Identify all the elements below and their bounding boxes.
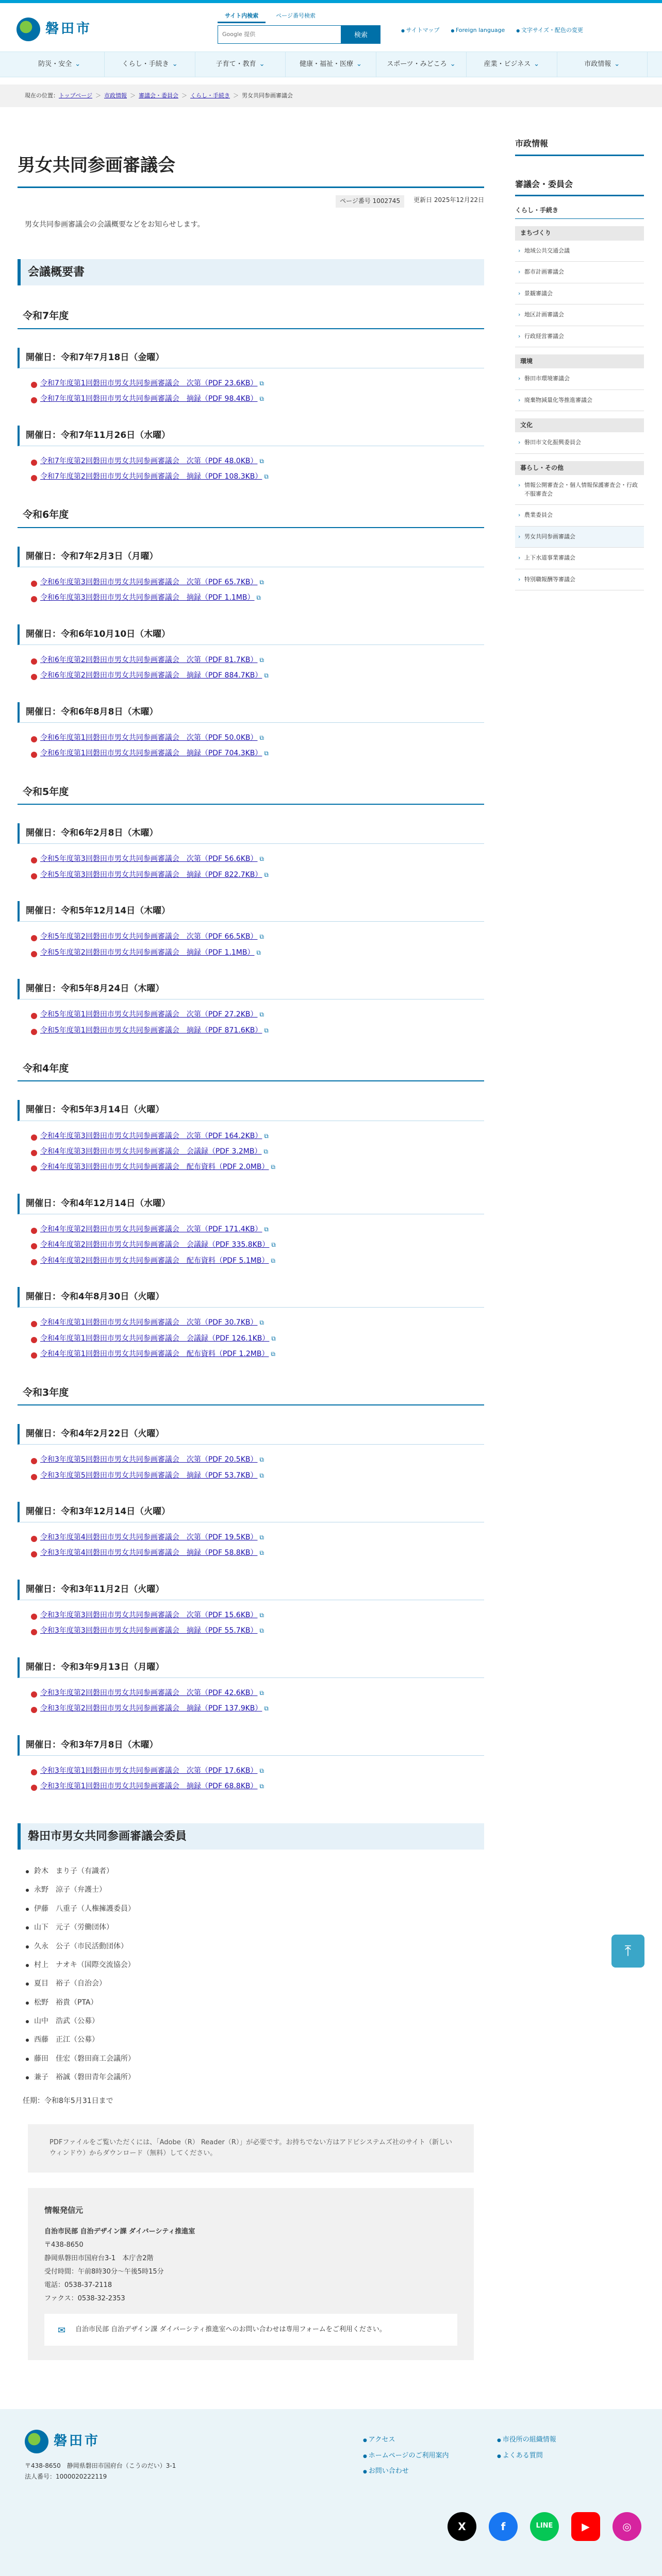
pdf-file-item: [18, 391, 484, 406]
page-number: ページ番号 1002745: [336, 195, 404, 207]
pdf-file-link[interactable]: 令和6年度第1回磐田市男女共同参画審議会 摘録（PDF 704.3KB）: [40, 749, 262, 758]
meeting-date-heading: 開催日：令和7年2月3日（月曜）: [18, 547, 484, 567]
fiscal-year-heading: 令和7年度: [18, 308, 484, 329]
tab-page-number-search[interactable]: ページ番号検索: [276, 12, 316, 19]
pdf-file-item: [18, 730, 484, 745]
member-item: 山中 浩武（公募）: [23, 2012, 484, 2030]
pdf-file-item: [18, 1763, 484, 1778]
fiscal-year-heading: 令和4年度: [18, 1061, 484, 1081]
pdf-file-item: [18, 1530, 484, 1545]
breadcrumb-link[interactable]: 審議会・委員会: [139, 92, 179, 99]
pdf-file-link[interactable]: 令和7年度第2回磐田市男女共同参画審議会 摘録（PDF 108.3KB）: [40, 472, 262, 481]
pdf-file-link[interactable]: 令和3年度第2回磐田市男女共同参画審議会 次第（PDF 42.6KB）: [40, 1689, 258, 1698]
pdf-file-link[interactable]: 令和3年度第5回磐田市男女共同参画審議会 摘録（PDF 53.7KB）: [40, 1471, 258, 1480]
gnav-item[interactable]: 産業・ビジネス ⌄: [467, 52, 557, 77]
pdf-file-item: [18, 851, 484, 867]
youtube-icon[interactable]: ▶: [571, 2512, 600, 2541]
pdf-file-link[interactable]: 令和4年度第3回磐田市男女共同参画審議会 会議録（PDF 3.2MB）: [40, 1147, 262, 1156]
pdf-file-link[interactable]: 令和4年度第1回磐田市男女共同参画審議会 会議録（PDF 126.1KB）: [40, 1334, 270, 1343]
pdf-file-item: [18, 1144, 484, 1159]
main-content: [18, 133, 484, 2360]
side-nav-item[interactable]: › 特別職報酬等審議会: [515, 569, 644, 591]
fiscal-year-heading: 令和5年度: [18, 784, 484, 805]
breadcrumb-link[interactable]: 市政情報: [104, 92, 127, 99]
meeting-date-heading: 開催日：令和6年2月8日（木曜）: [18, 823, 484, 844]
meeting-date-heading: 開催日：令和7年11月26日（水曜）: [18, 426, 484, 446]
pdf-file-link[interactable]: 令和6年度第3回磐田市男女共同参画審議会 次第（PDF 65.7KB）: [40, 578, 258, 587]
pdf-file-item: [18, 1222, 484, 1237]
member-item: 村上 ナオキ（国際交流協会）: [23, 1956, 484, 1974]
member-item: 永野 涼子（弁護士）: [23, 1880, 484, 1899]
side-list: [515, 241, 644, 348]
gnav-item[interactable]: 健康・福祉・医療 ⌄: [286, 52, 376, 77]
breadcrumb-link[interactable]: トップページ: [59, 92, 93, 99]
text-size-color-link[interactable]: ● 文字サイズ・配色の変更: [516, 26, 583, 35]
pdf-file-list: [18, 1315, 484, 1362]
pdf-file-link[interactable]: 令和5年度第2回磐田市男女共同参画審議会 次第（PDF 66.5KB）: [40, 933, 258, 941]
pdf-file-item: [18, 469, 484, 484]
side-nav-item[interactable]: › 地域公共交通会議: [515, 241, 644, 262]
pdf-file-item: [18, 1159, 484, 1175]
pdf-file-link[interactable]: 令和4年度第1回磐田市男女共同参画審議会 配布資料（PDF 1.2MB）: [40, 1350, 269, 1359]
pdf-file-link[interactable]: 令和7年度第1回磐田市男女共同参画審議会 摘録（PDF 98.4KB）: [40, 395, 258, 403]
pdf-file-link[interactable]: 令和4年度第3回磐田市男女共同参画審議会 次第（PDF 164.2KB）: [40, 1131, 262, 1140]
pdf-file-item: [18, 453, 484, 469]
page-title: 男女共同参画審議会: [18, 151, 484, 188]
side-nav-item[interactable]: › 情報公開審査会・個人情報保護審査会・行政不服審査会: [515, 475, 644, 505]
page-meta: [18, 195, 484, 207]
overview-years: [18, 308, 484, 1794]
member-item: 夏目 裕子（自治会）: [23, 1974, 484, 1993]
pdf-file-link[interactable]: 令和3年度第1回磐田市男女共同参画審議会 摘録（PDF 68.8KB）: [40, 1782, 258, 1791]
pdf-file-link[interactable]: 令和6年度第2回磐田市男女共同参画審議会 次第（PDF 81.7KB）: [40, 656, 258, 665]
breadcrumb: 現在の位置： トップページ ＞ 市政情報 ＞ 審議会・委員会 ＞ くらし・手続き ＞ 男女共同参画審議会: [0, 84, 662, 107]
pdf-file-item: [18, 1607, 484, 1623]
footer-link-contact[interactable]: ● お問い合わせ: [363, 2466, 497, 2477]
footer-link-guide[interactable]: ● ホームページのご利用案内: [363, 2451, 497, 2462]
instagram-icon[interactable]: ◎: [613, 2512, 641, 2541]
logo-text: 磐田市: [45, 21, 92, 37]
pdf-file-link[interactable]: 令和4年度第3回磐田市男女共同参画審議会 配布資料（PDF 2.0MB）: [40, 1163, 269, 1172]
side-section-title[interactable]: 審議会・委員会: [515, 174, 644, 197]
pdf-file-link[interactable]: 令和5年度第3回磐田市男女共同参画審議会 摘録（PDF 822.7KB）: [40, 870, 262, 879]
meeting-date-heading: 開催日：令和5年12月14日（木曜）: [18, 901, 484, 922]
pdf-file-link[interactable]: 令和7年度第1回磐田市男女共同参画審議会 次第（PDF 23.6KB）: [40, 379, 258, 387]
pdf-file-list: [18, 1128, 484, 1175]
updated-date: 更新日 2025年12月22日: [413, 196, 484, 204]
pdf-file-link[interactable]: 令和7年度第2回磐田市男女共同参画審議会 次第（PDF 48.0KB）: [40, 456, 258, 465]
pdf-file-item: [18, 652, 484, 668]
pdf-file-item: [18, 1007, 484, 1022]
pdf-file-link[interactable]: 令和3年度第5回磐田市男女共同参画審議会 次第（PDF 20.5KB）: [40, 1455, 258, 1464]
pdf-file-item: [18, 1468, 484, 1483]
pdf-file-link[interactable]: 令和6年度第3回磐田市男女共同参画審議会 摘録（PDF 1.1MB）: [40, 594, 255, 602]
side-nav-item[interactable]: › 磐田市文化振興委員会: [515, 432, 644, 454]
meeting-date-heading: 開催日：令和3年12月14日（火曜）: [18, 1502, 484, 1522]
x-icon[interactable]: X: [448, 2512, 476, 2541]
member-list: [18, 1862, 484, 2087]
pdf-file-item: [18, 1545, 484, 1561]
meeting-date-heading: 開催日：令和5年3月14日（火曜）: [18, 1100, 484, 1121]
pdf-file-list: [18, 1222, 484, 1268]
pdf-file-link[interactable]: 令和6年度第1回磐田市男女共同参画審議会 次第（PDF 50.0KB）: [40, 734, 258, 742]
pdf-file-list: [18, 1452, 484, 1483]
site-header: [0, 0, 662, 52]
tab-site-search[interactable]: サイト内検索: [218, 10, 266, 23]
meeting-date-heading: 開催日：令和3年7月8日（木曜）: [18, 1735, 484, 1756]
footer-corp-no: 法人番号：1000020222119: [25, 2473, 107, 2481]
side-list: [515, 432, 644, 454]
pdf-file-item: [18, 1023, 484, 1038]
side-category: まちづくり: [515, 226, 644, 240]
pdf-file-item: [18, 574, 484, 590]
city-emblem-icon: [16, 18, 40, 41]
side-nav-item[interactable]: › 行政経営審議会: [515, 326, 644, 348]
pdf-file-link[interactable]: 令和5年度第1回磐田市男女共同参画審議会 摘録（PDF 871.6KB）: [40, 1026, 262, 1035]
meeting-date-heading: 開催日：令和5年8月24日（木曜）: [18, 979, 484, 999]
contact-form-link[interactable]: ✉ 自治市民部 自治デザイン課 ダイバーシティ推進室へのお問い合わせは専用フォームをご利用ください。: [44, 2314, 457, 2346]
overview-heading: 会議概要書: [18, 259, 484, 285]
member-item: 西藤 正江（公募）: [23, 2030, 484, 2049]
lead-text: 男女共同参画審議会の会議概要などをお知らせします。: [25, 220, 205, 229]
line-icon[interactable]: LINE: [530, 2512, 559, 2541]
pdf-file-item: [18, 1253, 484, 1268]
meeting-date-heading: 開催日：令和3年9月13日（月曜）: [18, 1657, 484, 1678]
pdf-file-item: [18, 1346, 484, 1362]
meeting-date-heading: 開催日：令和4年12月14日（水曜）: [18, 1194, 484, 1214]
pdf-file-item: [18, 1452, 484, 1467]
pdf-file-link[interactable]: 令和4年度第2回磐田市男女共同参画審議会 配布資料（PDF 5.1MB）: [40, 1256, 269, 1265]
breadcrumb-label: 現在の位置：: [25, 92, 59, 99]
arrow-up-icon: ⤒: [624, 1942, 632, 1959]
footer-logo-text: 磐田市: [54, 2433, 101, 2449]
pdf-file-link[interactable]: 令和5年度第1回磐田市男女共同参画審議会 次第（PDF 27.2KB）: [40, 1010, 258, 1019]
gnav-item[interactable]: 防災・安全 ⌄: [14, 52, 105, 77]
member-item: 鈴木 まり子（有識者）: [23, 1862, 484, 1880]
pdf-file-item: [18, 945, 484, 960]
side-sub-title[interactable]: くらし・手続き: [515, 206, 644, 219]
pdf-file-item: [18, 590, 484, 605]
pdf-file-link[interactable]: 令和5年度第3回磐田市男女共同参画審議会 次第（PDF 56.6KB）: [40, 855, 258, 863]
social-links: [448, 2512, 641, 2541]
pdf-file-link[interactable]: 令和3年度第2回磐田市男女共同参画審議会 摘録（PDF 137.9KB）: [40, 1704, 262, 1713]
gnav-item[interactable]: スポーツ・みどころ ⌄: [376, 52, 467, 77]
contact-line: 〒438-8650: [44, 2241, 84, 2249]
fiscal-year-heading: 令和6年度: [18, 507, 484, 528]
site-logo[interactable]: [16, 18, 92, 41]
pdf-file-item: [18, 1623, 484, 1638]
contact-line: 静岡県磐田市国府台3-1 本庁舎2階: [44, 2254, 154, 2262]
side-nav-item[interactable]: › 都市計画審議会: [515, 262, 644, 283]
foreign-language-link[interactable]: ● Foreign language: [451, 26, 505, 35]
breadcrumb-current: 男女共同参画審議会: [242, 92, 293, 99]
footer-link-org[interactable]: ● 市役所の組織情報: [497, 2435, 610, 2446]
side-nav-item[interactable]: › 農業委員会: [515, 505, 644, 527]
pdf-file-item: [18, 376, 484, 391]
pdf-file-list: [18, 1007, 484, 1038]
contact-line: 受付時間：午前8時30分～午後5時15分: [44, 2267, 164, 2276]
pdf-file-list: [18, 851, 484, 883]
pdf-file-link[interactable]: 令和3年度第4回磐田市男女共同参画審議会 摘録（PDF 58.8KB）: [40, 1549, 258, 1557]
footer-links: [363, 2435, 610, 2477]
contact-box: [28, 2188, 474, 2360]
city-emblem-icon: [25, 2430, 48, 2453]
pdf-file-item: [18, 867, 484, 883]
contact-line: 電話：0538-37-2118: [44, 2281, 112, 2289]
meeting-date-heading: 開催日：令和4年2月22日（火曜）: [18, 1424, 484, 1445]
meeting-date-heading: 開催日：令和4年8月30日（火曜）: [18, 1287, 484, 1308]
side-list: [515, 475, 644, 590]
side-category: 環境: [515, 354, 644, 368]
pdf-file-link[interactable]: 令和4年度第1回磐田市男女共同参画審議会 次第（PDF 30.7KB）: [40, 1318, 258, 1327]
pdf-file-list: [18, 1530, 484, 1561]
contact-line: ファクス：0538-32-2353: [44, 2294, 125, 2302]
search-input[interactable]: [218, 25, 341, 44]
pdf-file-list: [18, 929, 484, 960]
members-heading: 磐田市男女共同参画審議会委員: [18, 1823, 484, 1850]
search-button[interactable]: 検索: [341, 25, 380, 44]
site-footer: [0, 2409, 662, 2576]
pdf-file-link[interactable]: 令和3年度第4回磐田市男女共同参画審議会 次第（PDF 19.5KB）: [40, 1533, 258, 1542]
pdf-file-link[interactable]: 令和3年度第3回磐田市男女共同参画審議会 次第（PDF 15.6KB）: [40, 1611, 258, 1620]
pdf-file-link[interactable]: 令和4年度第2回磐田市男女共同参画審議会 会議録（PDF 335.8KB）: [40, 1241, 270, 1249]
global-nav: [0, 52, 662, 77]
member-item: 伊藤 八重子（人権擁護委員）: [23, 1900, 484, 1918]
pdf-file-list: [18, 574, 484, 606]
pdf-file-item: [18, 1315, 484, 1330]
facebook-icon[interactable]: f: [489, 2512, 518, 2541]
footer-address: 〒438-8650 静岡県磐田市国府台（こうのだい）3-1: [25, 2462, 176, 2469]
gnav-item[interactable]: くらし・手続き ⌄: [105, 52, 195, 77]
side-nav-item[interactable]: › 地区計画審議会: [515, 304, 644, 326]
pdf-file-list: [18, 1607, 484, 1639]
footer-link-faq[interactable]: ● よくある質問: [497, 2451, 610, 2462]
contact-title: 情報発信元: [44, 2205, 84, 2215]
pdf-file-item: [18, 1331, 484, 1346]
pdf-file-list: [18, 730, 484, 761]
meeting-date-heading: 開催日：令和3年11月2日（火曜）: [18, 1580, 484, 1600]
side-nav-item[interactable]: › 廃棄物減量化等推進審議会: [515, 390, 644, 412]
pdf-file-link[interactable]: 令和6年度第2回磐田市男女共同参画審議会 摘録（PDF 884.7KB）: [40, 671, 262, 680]
side-list: [515, 368, 644, 411]
pdf-reader-note: PDFファイルをご覧いただくには、「Adobe（R） Reader（R）」が必要です。お持ちでない方はアドビシステムズ社のサイト（新しいウィンドウ）からダウンロード（無料）してください。: [28, 2124, 474, 2173]
pdf-file-item: [18, 1701, 484, 1716]
side-nav-item[interactable]: › 男女共同参画審議会: [515, 527, 644, 548]
back-to-top-button[interactable]: [611, 1935, 644, 1968]
gnav-item[interactable]: 市政情報 ⌄: [557, 52, 648, 77]
member-item: 山下 元子（労働団体）: [23, 1918, 484, 1937]
member-item: 久永 公子（市民活動団体）: [23, 1937, 484, 1956]
pdf-file-item: [18, 745, 484, 761]
pdf-file-list: [18, 376, 484, 407]
pdf-file-item: [18, 1778, 484, 1794]
contact-dept: 自治市民部 自治デザイン課 ダイバーシティ推進室: [44, 2227, 195, 2235]
side-nav-item[interactable]: › 景観審議会: [515, 283, 644, 305]
gnav-item[interactable]: 子育て・教育 ⌄: [195, 52, 286, 77]
fiscal-year-heading: 令和3年度: [18, 1385, 484, 1405]
pdf-file-item: [18, 1237, 484, 1252]
pdf-file-list: [18, 1763, 484, 1794]
pdf-file-link[interactable]: 令和5年度第2回磐田市男女共同参画審議会 摘録（PDF 1.1MB）: [40, 948, 255, 957]
pdf-file-link[interactable]: 令和3年度第3回磐田市男女共同参画審議会 摘録（PDF 55.7KB）: [40, 1626, 258, 1635]
member-item: 兼子 裕誠（磐田青年会議所）: [23, 2068, 484, 2087]
pdf-file-link[interactable]: 令和4年度第2回磐田市男女共同参画審議会 次第（PDF 171.4KB）: [40, 1225, 262, 1234]
side-nav-item[interactable]: › 磐田市環境審議会: [515, 368, 644, 390]
pdf-file-item: [18, 668, 484, 683]
pdf-file-list: [18, 453, 484, 485]
member-item: 藤田 佳宏（磐田商工会議所）: [23, 2049, 484, 2068]
footer-link-access[interactable]: ● アクセス: [363, 2435, 497, 2446]
search-area: [218, 10, 380, 44]
side-category: 暮らし・その他: [515, 461, 644, 475]
side-title[interactable]: 市政情報: [515, 133, 644, 156]
sitemap-link[interactable]: ● サイトマップ: [401, 26, 439, 35]
sidebar: [515, 133, 644, 2360]
pdf-file-link[interactable]: 令和3年度第1回磐田市男女共同参画審議会 次第（PDF 17.6KB）: [40, 1767, 258, 1775]
meeting-date-heading: 開催日：令和6年10月10日（木曜）: [18, 624, 484, 645]
pdf-file-list: [18, 652, 484, 684]
pdf-file-item: [18, 929, 484, 944]
side-category: 文化: [515, 418, 644, 432]
term-text: 任期：令和8年5月31日まで: [23, 2096, 113, 2105]
meeting-date-heading: 開催日：令和7年7月18日（金曜）: [18, 348, 484, 368]
breadcrumb-link[interactable]: くらし・手続き: [190, 92, 230, 99]
pdf-file-list: [18, 1685, 484, 1717]
member-item: 松野 裕貴（PTA）: [23, 1993, 484, 2012]
meeting-date-heading: 開催日：令和6年8月8日（木曜）: [18, 702, 484, 723]
side-nav-item[interactable]: › 上下水道事業審議会: [515, 548, 644, 569]
pdf-file-item: [18, 1128, 484, 1144]
utility-links: [401, 26, 583, 35]
pdf-file-item: [18, 1685, 484, 1701]
